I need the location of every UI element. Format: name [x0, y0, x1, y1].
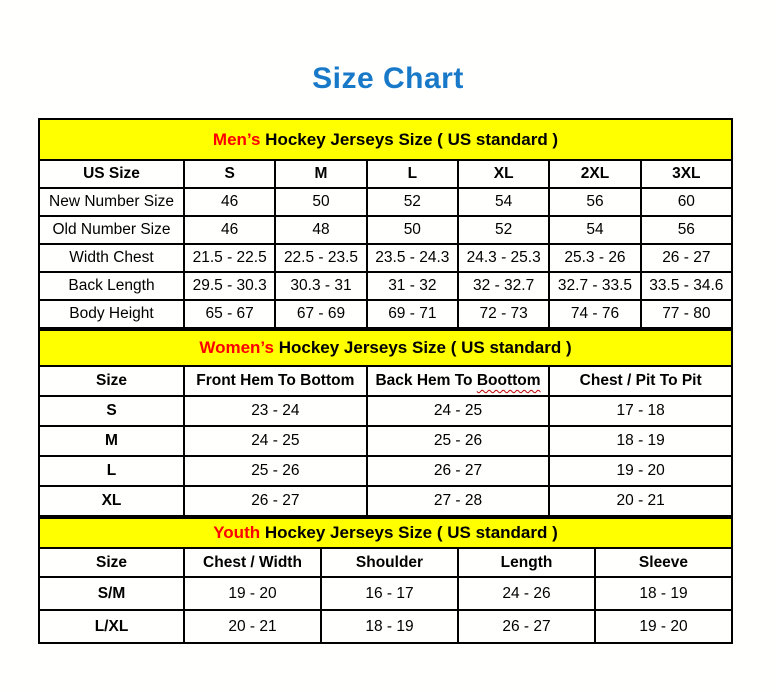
- womens-section-title: [39, 330, 732, 366]
- mens-row-label: Width Chest: [39, 244, 184, 272]
- mens-section-title-accent: Men’s: [212, 129, 261, 149]
- youth-table-cell: 26 - 27: [458, 610, 595, 643]
- womens-column-header: Chest / Pit To Pit: [549, 366, 732, 396]
- mens-table-cell: 67 - 69: [275, 300, 366, 328]
- mens-table-cell: 77 - 80: [641, 300, 732, 328]
- mens-table-cell: 24.3 - 25.3: [458, 244, 549, 272]
- mens-section-title-rest: Hockey Jerseys Size ( US standard ): [260, 129, 559, 149]
- mens-table-cell: 65 - 67: [184, 300, 275, 328]
- youth-table-row: [39, 610, 732, 643]
- womens-table-cell: 20 - 21: [549, 486, 732, 516]
- youth-header-row: [39, 548, 732, 577]
- mens-table-cell: 22.5 - 23.5: [275, 244, 366, 272]
- mens-table-cell: 52: [367, 188, 458, 216]
- mens-column-header: 3XL: [641, 160, 732, 188]
- womens-column-header: Size: [39, 366, 184, 396]
- youth-column-header: Shoulder: [321, 548, 458, 577]
- mens-table-cell: 50: [367, 216, 458, 244]
- youth-section-title: [39, 518, 732, 548]
- womens-row-label: M: [39, 426, 184, 456]
- youth-section-band: [39, 518, 732, 548]
- youth-column-header: Chest / Width: [184, 548, 321, 577]
- youth-table-cell: 24 - 26: [458, 577, 595, 610]
- womens-table-cell: 19 - 20: [549, 456, 732, 486]
- womens-column-header-text: Back Hem To: [375, 372, 477, 389]
- youth-row-label: L/XL: [39, 610, 184, 643]
- mens-table-cell: 32 - 32.7: [458, 272, 549, 300]
- mens-row-label: Body Height: [39, 300, 184, 328]
- youth-section-title-rest: Hockey Jerseys Size ( US standard ): [260, 523, 558, 542]
- womens-table-row: [39, 486, 732, 516]
- mens-table-cell: 54: [458, 188, 549, 216]
- womens-table-row: [39, 396, 732, 426]
- youth-table-cell: 19 - 20: [595, 610, 732, 643]
- womens-table-cell: 25 - 26: [367, 426, 550, 456]
- mens-section-band: [39, 119, 732, 160]
- mens-row-label: Back Length: [39, 272, 184, 300]
- mens-column-header: XL: [458, 160, 549, 188]
- womens-column-header: [367, 366, 550, 396]
- mens-table-cell: 72 - 73: [458, 300, 549, 328]
- mens-size-table: [38, 118, 733, 329]
- mens-table-cell: 31 - 32: [367, 272, 458, 300]
- mens-table-cell: 48: [275, 216, 366, 244]
- youth-table-cell: 16 - 17: [321, 577, 458, 610]
- mens-column-header: 2XL: [549, 160, 640, 188]
- womens-table-cell: 24 - 25: [367, 396, 550, 426]
- mens-table-cell: 56: [641, 216, 732, 244]
- mens-table-row: [39, 216, 732, 244]
- womens-table-cell: 23 - 24: [184, 396, 367, 426]
- womens-section-title-accent: Women’s: [199, 338, 274, 357]
- womens-row-label: L: [39, 456, 184, 486]
- youth-column-header: Length: [458, 548, 595, 577]
- womens-section-title-rest: Hockey Jerseys Size ( US standard ): [273, 338, 572, 357]
- womens-table-row: [39, 456, 732, 486]
- mens-table-row: [39, 300, 732, 328]
- womens-section-band: [39, 330, 732, 366]
- womens-table-cell: 26 - 27: [184, 486, 367, 516]
- mens-column-header: M: [275, 160, 366, 188]
- mens-table-cell: 21.5 - 22.5: [184, 244, 275, 272]
- mens-row-label: New Number Size: [39, 188, 184, 216]
- youth-table-cell: 18 - 19: [595, 577, 732, 610]
- mens-table-cell: 25.3 - 26: [549, 244, 640, 272]
- youth-column-header: Sleeve: [595, 548, 732, 577]
- womens-column-header-misspelled-word: Boottom: [476, 372, 541, 389]
- mens-table-row: [39, 272, 732, 300]
- mens-table-cell: 29.5 - 30.3: [184, 272, 275, 300]
- page-title: Size Chart: [312, 62, 464, 95]
- mens-table-cell: 26 - 27: [641, 244, 732, 272]
- womens-table-cell: 26 - 27: [367, 456, 550, 486]
- mens-table-cell: 32.7 - 33.5: [549, 272, 640, 300]
- youth-size-table: [38, 517, 733, 644]
- mens-row-label: Old Number Size: [39, 216, 184, 244]
- womens-row-label: S: [39, 396, 184, 426]
- mens-table-cell: 46: [184, 188, 275, 216]
- womens-table-cell: 17 - 18: [549, 396, 732, 426]
- youth-row-label: S/M: [39, 577, 184, 610]
- mens-column-header: S: [184, 160, 275, 188]
- womens-table-row: [39, 426, 732, 456]
- youth-column-header: Size: [39, 548, 184, 577]
- mens-table-cell: 54: [549, 216, 640, 244]
- youth-table-cell: 20 - 21: [184, 610, 321, 643]
- mens-section-title: [39, 119, 732, 160]
- womens-column-header: Front Hem To Bottom: [184, 366, 367, 396]
- mens-table-cell: 56: [549, 188, 640, 216]
- womens-table-cell: 25 - 26: [184, 456, 367, 486]
- womens-size-table: [38, 329, 733, 517]
- womens-table-cell: 27 - 28: [367, 486, 550, 516]
- youth-table-cell: 19 - 20: [184, 577, 321, 610]
- youth-table-cell: 18 - 19: [321, 610, 458, 643]
- size-tables-container: [38, 118, 733, 644]
- womens-row-label: XL: [39, 486, 184, 516]
- mens-table-cell: 60: [641, 188, 732, 216]
- mens-table-cell: 69 - 71: [367, 300, 458, 328]
- mens-table-cell: 23.5 - 24.3: [367, 244, 458, 272]
- youth-section-title-accent: Youth: [213, 523, 261, 542]
- mens-table-cell: 74 - 76: [549, 300, 640, 328]
- mens-table-cell: 52: [458, 216, 549, 244]
- mens-table-cell: 50: [275, 188, 366, 216]
- mens-table-row: [39, 244, 732, 272]
- mens-table-cell: 46: [184, 216, 275, 244]
- mens-table-cell: 33.5 - 34.6: [641, 272, 732, 300]
- youth-table-row: [39, 577, 732, 610]
- mens-header-row: [39, 160, 732, 188]
- mens-column-header: L: [367, 160, 458, 188]
- womens-header-row: [39, 366, 732, 396]
- mens-column-header: US Size: [39, 160, 184, 188]
- mens-table-row: [39, 188, 732, 216]
- womens-table-cell: 18 - 19: [549, 426, 732, 456]
- mens-table-cell: 30.3 - 31: [275, 272, 366, 300]
- womens-table-cell: 24 - 25: [184, 426, 367, 456]
